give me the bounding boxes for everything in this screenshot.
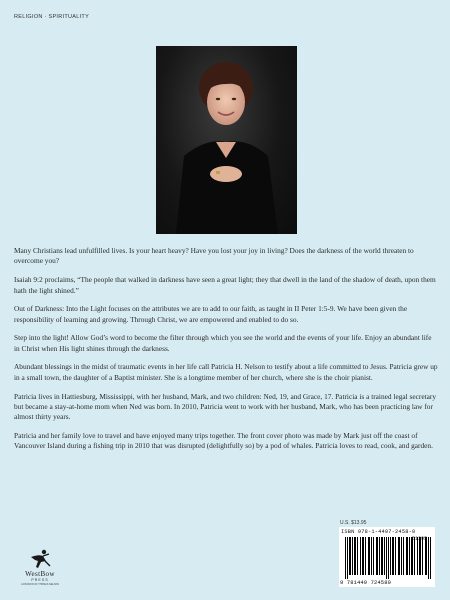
publisher-logo — [12, 548, 68, 594]
barcode-digits: 9 781449 724580 — [340, 579, 392, 586]
barcode-bars — [345, 537, 431, 579]
paragraph-intro: Many Christians lead unfulfilled lives. Is your heart heavy? Have you lost your joy in living? Does the darkness of the world threaten to overcome you? — [14, 246, 414, 266]
publisher-press: PRESS — [31, 578, 49, 582]
author-photo — [156, 46, 297, 234]
publisher-name: WestBow — [25, 570, 55, 578]
paragraph-step-into-light: Step into the light! Allow God’s word to become the filter through which you see the world and the events of your life. Enjoy an abundant life in Christ when His light shines through the darkness. — [14, 333, 432, 353]
paragraph-focus: Out of Darkness: Into the Light focuses on the attributes we are to add to our faith, as taught in II Peter 1:5-9. We have been given the responsibility of learning and growing. Through Christ, we are empowered and enabled to do so. — [14, 304, 408, 324]
price-code: 51395 — [412, 536, 428, 542]
price-label: U.S. $13.95 — [340, 520, 367, 526]
paragraph-author-family: Patricia lives in Hattiesburg, Mississippi, with her husband, Mark, and two children: Ned, 19, and Grace, 17. Patricia is a trained legal secretary but became a stay-at-home mom when Ned was born. In 2010, Patricia went to work with her husband, Mark, who has been practicing law for almost thirty years. — [14, 391, 437, 422]
paragraph-author-interests: Patricia and her family love to travel and have enjoyed many trips together. The front cover photo was made by Mark just off the coast of Vancouver Island during a fishing trip in 2010 that was disrupted (delightfully so) by a pod of whales. Patricia loves to read, cook, and garden. — [14, 431, 433, 451]
paragraph-isaiah: Isaiah 9:2 proclaims, “The people that walked in darkness have seen a great light; they that dwell in the land of the shadow of death, upon them hath the light shined.” — [14, 275, 436, 295]
author-portrait-image — [156, 46, 297, 234]
paragraph-author-bio: Abundant blessings in the midst of traumatic events in her life call Patricia H. Nelson to testify about a life committed to Jesus. Patricia grew up in a small town, the daughter of a Baptist minister. She is a longtime member of her church, where she is the choir pianist. — [14, 362, 438, 382]
back-cover-copy — [14, 246, 438, 460]
runner-icon — [27, 548, 53, 570]
publisher-division: A DIVISION OF THOMAS NELSON — [21, 583, 59, 586]
isbn-number: ISBN 978-1-4497-2458-0 — [341, 529, 416, 535]
category-label: RELIGION · SPIRITUALITY — [14, 14, 90, 20]
